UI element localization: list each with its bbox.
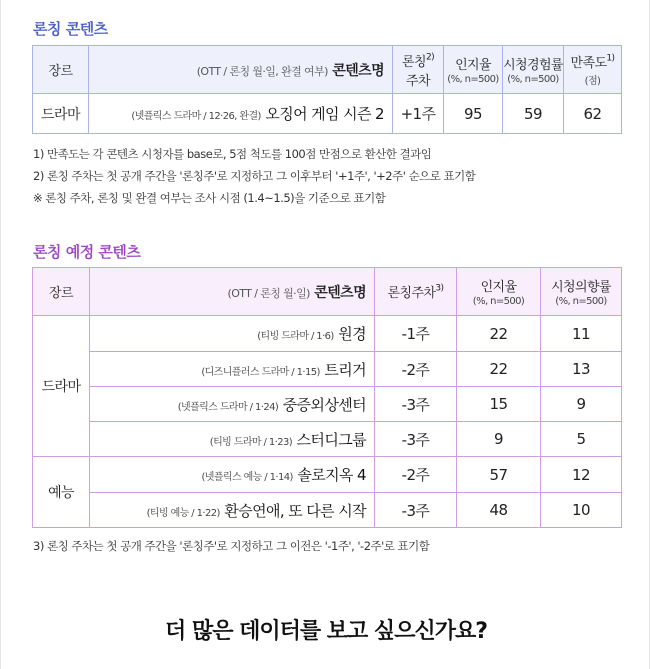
table-row — [33, 422, 622, 457]
content-cell — [90, 316, 375, 352]
section1-notes — [33, 143, 475, 209]
launch-week-cell: -3주 — [375, 422, 457, 457]
content-meta: (넷플릭스 드라마 / 12·26, 완결) — [131, 111, 261, 122]
launch-week-cell: -2주 — [375, 457, 457, 493]
header-content — [89, 46, 393, 94]
section2-notes — [33, 535, 429, 557]
awareness-cell: 22 — [457, 352, 541, 387]
header-content-prefix: (OTT / 론칭 월·일) — [227, 286, 310, 300]
genre-cell: 드라마 — [33, 316, 90, 457]
section2-title: 론칭 예정 콘텐츠 — [33, 243, 141, 261]
content-cell — [89, 94, 393, 134]
awareness-cell: 22 — [457, 316, 541, 352]
table-row — [33, 352, 622, 387]
satisfaction-cell: 62 — [564, 94, 622, 134]
content-meta: (넷플릭스 드라마 / 1·24) — [177, 401, 279, 413]
intent-cell: 9 — [541, 387, 622, 422]
footnote: 1) 만족도는 각 콘텐츠 시청자를 base로, 5점 척도를 100점 만점으로 환산한 결과임 — [33, 147, 432, 161]
genre-cell: 드라마 — [33, 94, 89, 134]
launch-week-cell: -2주 — [375, 352, 457, 387]
intent-cell: 10 — [541, 493, 622, 528]
content-meta: (티빙 예능 / 1·22) — [146, 507, 220, 519]
launch-week-cell: -3주 — [375, 493, 457, 528]
upcoming-content-table — [32, 267, 622, 528]
awareness-cell: 57 — [457, 457, 541, 493]
intent-cell: 12 — [541, 457, 622, 493]
content-name: 트리거 — [324, 360, 366, 379]
content-cell — [90, 493, 375, 528]
content-name: 중증외상센터 — [282, 395, 366, 414]
table-row — [33, 316, 622, 352]
content-name: 원경 — [338, 325, 366, 343]
header-launch-week: 론칭$^{2)}$ 주차 — [393, 46, 444, 94]
launch-week-cell: -1주 — [375, 316, 457, 352]
intent-cell: 13 — [541, 352, 622, 387]
launched-content-table — [32, 45, 622, 134]
content-name: 솔로지옥 4 — [297, 466, 366, 484]
header-satisfaction: 만족도$^{1)}$ (점) — [564, 46, 622, 94]
header-genre: 장르 — [33, 268, 90, 316]
genre-cell: 예능 — [33, 457, 90, 528]
header-content — [90, 268, 375, 316]
awareness-cell: 9 — [457, 422, 541, 457]
header-launch-week: 론칭주차$^{3)}$ — [375, 268, 457, 316]
header-content-prefix: (OTT / 론칭 월·일, 완결 여부) — [196, 64, 328, 78]
awareness-cell: 15 — [457, 387, 541, 422]
awareness-cell: 95 — [444, 94, 503, 134]
header-intent: 시청의향률 (%, n=500) — [541, 268, 622, 316]
launch-week-cell: +1주 — [393, 94, 444, 134]
experience-cell: 59 — [503, 94, 564, 134]
table-row — [33, 457, 622, 493]
content-meta: (티빙 드라마 / 1·6) — [257, 331, 334, 342]
header-experience: 시청경험률 (%, n=500) — [503, 46, 564, 94]
content-cell — [90, 457, 375, 493]
intent-cell: 5 — [541, 422, 622, 457]
content-meta: (넷플릭스 예능 / 1·14) — [201, 472, 293, 483]
content-meta: (디즈니플러스 드라마 / 1·15) — [201, 366, 320, 378]
cta-heading: 더 많은 데이터를 보고 싶으신가요? — [165, 619, 487, 644]
header-content-label: 콘텐츠명 — [314, 284, 366, 301]
awareness-cell: 48 — [457, 493, 541, 528]
table-row — [33, 387, 622, 422]
content-meta: (티빙 드라마 / 1·23) — [209, 436, 293, 448]
content-name: 스터디그룹 — [296, 430, 366, 449]
table-row — [33, 493, 622, 528]
content-cell — [90, 352, 375, 387]
header-awareness: 인지율 (%, n=500) — [444, 46, 503, 94]
footnote: ※ 론칭 주차, 론칭 및 완결 여부는 조사 시점 (1.4~1.5)을 기준으로 표기함 — [33, 191, 386, 205]
launch-week-cell: -3주 — [375, 387, 457, 422]
content-cell — [90, 422, 375, 457]
section1-title: 론칭 콘텐츠 — [33, 20, 108, 38]
footnote: 3) 론칭 주차는 첫 공개 주간을 '론칭주'로 지정하고 그 이전은 '-1주', '-2주'로 표기함 — [33, 539, 430, 553]
content-name: 오징어 게임 시즌 2 — [265, 105, 384, 123]
table-row — [33, 94, 622, 134]
content-name: 환승연애, 또 다른 시작 — [224, 501, 366, 520]
header-awareness: 인지율 (%, n=500) — [457, 268, 541, 316]
content-cell — [90, 387, 375, 422]
header-genre: 장르 — [33, 46, 89, 94]
footnote: 2) 론칭 주차는 첫 공개 주간을 '론칭주'로 지정하고 그 이후부터 '+1주', '+2주' 순으로 표기함 — [33, 169, 476, 183]
intent-cell: 11 — [541, 316, 622, 352]
header-content-label: 콘텐츠명 — [332, 62, 384, 79]
